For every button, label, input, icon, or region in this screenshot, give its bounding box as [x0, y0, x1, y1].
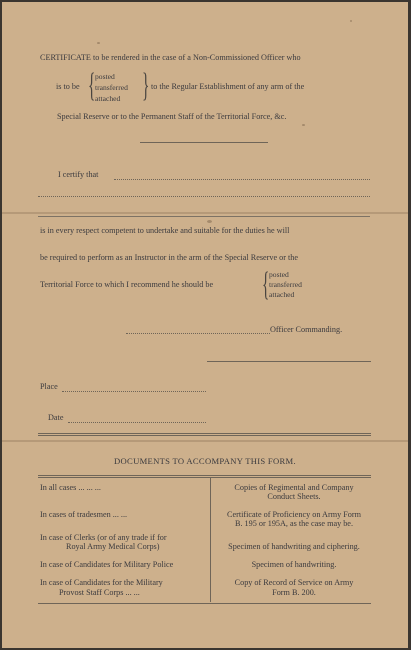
stain — [350, 20, 352, 22]
case-label: In case of Candidates for Military Police — [40, 560, 174, 569]
left-brace: { — [262, 266, 270, 303]
header-line-3: Special Reserve or to the Permanent Staff of the Territorial Force, &c. — [57, 112, 287, 121]
option-attached: attached — [95, 94, 121, 103]
officer-commanding-label: Officer Commanding. — [270, 325, 343, 334]
stain — [207, 220, 212, 223]
left-brace: { — [88, 67, 96, 104]
place-field[interactable] — [62, 391, 206, 392]
documents-heading: DOCUMENTS TO ACCOMPANY THIS FORM. — [114, 456, 296, 466]
table-bottom-rule — [38, 603, 371, 604]
case-label: Provost Staff Corps ... ... — [59, 588, 140, 597]
option-transferred: transferred — [269, 280, 302, 289]
stain — [97, 42, 100, 44]
document-label: Form B. 200. — [272, 588, 316, 597]
case-label: In all cases ... ... ... — [40, 483, 101, 492]
section-rule — [38, 435, 371, 436]
document-label: Conduct Sheets. — [267, 492, 321, 501]
date-field[interactable] — [68, 422, 206, 423]
header-line-1: CERTIFICATE to be rendered in the case of a Non-Commissioned Officer who — [40, 53, 301, 62]
case-label: In case of Candidates for the Military — [40, 578, 163, 587]
fold-line — [2, 440, 408, 442]
stain — [302, 124, 305, 126]
option-transferred: transferred — [95, 83, 128, 92]
option-posted: posted — [95, 72, 115, 81]
certificate-form — [2, 2, 408, 648]
section-rule — [38, 433, 371, 434]
blank-line[interactable] — [38, 196, 370, 197]
certify-line-1: is in every respect competent to undertake and suitable for the duties he will — [40, 226, 290, 235]
name-field-line[interactable] — [114, 179, 370, 180]
officer-signature-line[interactable] — [126, 333, 270, 334]
option-attached: attached — [269, 290, 295, 299]
header-is-to-be: is to be — [56, 82, 80, 91]
document-label: B. 195 or 195A, as the case may be. — [234, 519, 353, 528]
date-label: Date — [48, 413, 64, 422]
blank-line[interactable] — [38, 216, 370, 217]
certify-label: I certify that — [58, 170, 99, 179]
certify-line-3: Territorial Force to which I recommend he should be — [40, 280, 214, 289]
right-brace: } — [142, 67, 150, 104]
document-label: Copies of Regimental and Company — [234, 483, 354, 492]
case-label: In case of Clerks (or of any trade if for — [40, 533, 167, 542]
document-label: Copy of Record of Service on Army — [234, 578, 354, 587]
blank-line[interactable] — [207, 361, 371, 362]
certify-line-2: be required to perform as an Instructor in the arm of the Special Reserve or the — [40, 253, 299, 262]
fold-line — [2, 212, 408, 214]
case-label: In cases of tradesmen ... ... — [40, 510, 128, 519]
document-label: Specimen of handwriting. — [251, 560, 337, 569]
document-label: Specimen of handwriting and ciphering. — [228, 542, 360, 551]
place-label: Place — [40, 382, 58, 391]
separator — [140, 142, 268, 143]
table-top-rule — [38, 475, 371, 476]
case-label: Royal Army Medical Corps) — [66, 542, 160, 551]
option-posted: posted — [269, 270, 289, 279]
table-top-rule — [38, 477, 371, 478]
document-label: Certificate of Proficiency on Army Form — [227, 510, 361, 519]
header-line-2-rest: to the Regular Establishment of any arm of the — [151, 82, 305, 91]
column-divider — [210, 478, 211, 602]
